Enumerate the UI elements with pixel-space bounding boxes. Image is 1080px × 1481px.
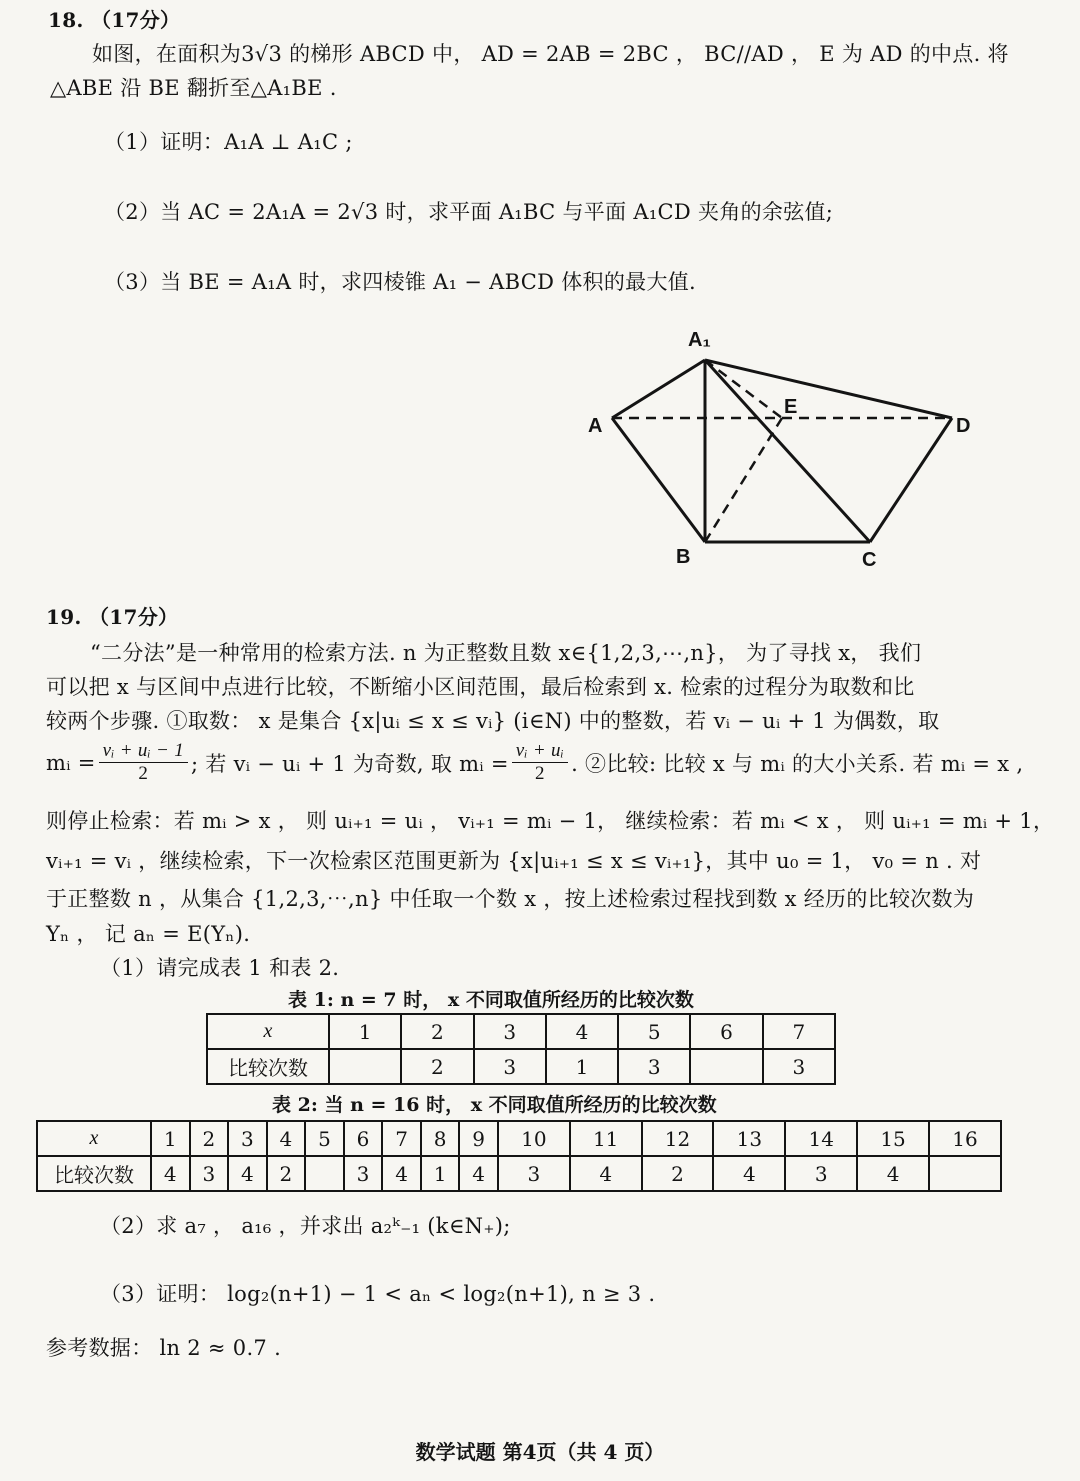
- q19-line-4-b: ; 若 vᵢ − uᵢ + 1 为奇数, 取 mᵢ =: [191, 751, 509, 776]
- fraction-even-case: [99, 740, 188, 785]
- figure-solid-edges: [612, 360, 952, 542]
- table-2-x-cell: 13: [713, 1121, 785, 1156]
- table-1-x-cell: 1: [329, 1014, 401, 1049]
- fraction-odd-numerator: vᵢ + uᵢ: [512, 740, 568, 763]
- table-2-x-cell: 2: [190, 1121, 229, 1156]
- table-2-count-cell-blank: [305, 1156, 344, 1191]
- q19-line-1: “二分法”是一种常用的检索方法. n 为正整数且数 x∈{1,2,3,⋯,n}， 为了寻找 x， 我们: [90, 641, 922, 665]
- table-1-x-cell: 3: [474, 1014, 546, 1049]
- table-2-count-cell: 4: [459, 1156, 498, 1191]
- edge-A1-A: [612, 360, 705, 418]
- page-footer: 数学试题 第4页（共 4 页）: [415, 1440, 665, 1464]
- table-2-caption: 表 2: 当 n = 16 时， x 不同取值所经历的比较次数: [272, 1094, 717, 1116]
- table-2-count-cell: 2: [642, 1156, 714, 1191]
- table-2-count-cell: 2: [267, 1156, 306, 1191]
- q18-geometry-figure: [560, 318, 1000, 580]
- table-1-count-cell: 1: [546, 1049, 618, 1084]
- label-C: C: [862, 549, 877, 571]
- table-2-x-cell: 6: [344, 1121, 383, 1156]
- q18-part-3: （3）当 BE = A₁A 时，求四棱锥 A₁ − ABCD 体积的最大值.: [104, 270, 697, 294]
- table-2-x-cell: 10: [498, 1121, 570, 1156]
- q19-line-6: vᵢ₊₁ = vᵢ ，继续检索，下一次检索区范围更新为 {x|uᵢ₊₁ ≤ x ≤ vᵢ₊₁}，其中 u₀ = 1， v₀ = n . 对: [46, 849, 982, 873]
- table-2: [36, 1120, 1002, 1192]
- table-1-header-count: 比较次数: [207, 1049, 329, 1084]
- table-2-x-cell: 15: [857, 1121, 929, 1156]
- label-E: E: [784, 396, 798, 418]
- table-2-header-x: x: [37, 1121, 151, 1156]
- table-2-count-cell: 4: [570, 1156, 642, 1191]
- label-B: B: [676, 546, 691, 568]
- fraction-odd-case: [512, 740, 568, 785]
- label-D: D: [956, 415, 971, 437]
- table-1-count-cell-blank: [329, 1049, 401, 1084]
- q19-line-4: [46, 740, 1023, 785]
- label-A: A: [588, 415, 603, 437]
- table-1-header-x: x: [207, 1014, 329, 1049]
- table-1-count-cell: 2: [401, 1049, 473, 1084]
- table-2-count-cell: 3: [498, 1156, 570, 1191]
- reference-data: 参考数据： ln 2 ≈ 0.7 .: [46, 1336, 282, 1360]
- table-1-x-cell: 4: [546, 1014, 618, 1049]
- table-2-x-cell: 1: [151, 1121, 190, 1156]
- table-2-count-cell: 3: [344, 1156, 383, 1191]
- table-1-row-count: [207, 1049, 835, 1084]
- fraction-even-denominator: 2: [138, 763, 149, 784]
- q19-line-4-c: . ②比较: 比较 x 与 mᵢ 的大小关系. 若 mᵢ = x ,: [571, 751, 1024, 776]
- table-2-x-cell: 4: [267, 1121, 306, 1156]
- fraction-odd-denominator: 2: [535, 763, 545, 784]
- table-1-x-cell: 7: [763, 1014, 835, 1049]
- q19-line-4-a: mᵢ =: [46, 750, 96, 775]
- table-2-count-cell: 3: [785, 1156, 857, 1191]
- q19-line-3: 较两个步骤. ①取数： x 是集合 {x|uᵢ ≤ x ≤ vᵢ} (i∈N) 中的整数，若 vᵢ − uᵢ + 1 为偶数，取: [46, 709, 940, 733]
- q18-intro-line-1: 如图，在面积为3√3 的梯形 ABCD 中， AD = 2AB = 2BC ， BC//AD ， E 为 AD 的中点. 将: [92, 42, 1009, 66]
- table-2-count-cell: 3: [190, 1156, 229, 1191]
- table-1-count-cell: 3: [474, 1049, 546, 1084]
- table-2-x-cell: 9: [459, 1121, 498, 1156]
- fraction-even-numerator: vᵢ + uᵢ − 1: [99, 740, 188, 763]
- q18-part-1: （1）证明：A₁A ⊥ A₁C ;: [104, 130, 353, 154]
- q19-line-8: Yₙ ， 记 aₙ = E(Yₙ).: [46, 922, 251, 946]
- table-2-x-cell: 5: [305, 1121, 344, 1156]
- table-2-x-cell: 14: [785, 1121, 857, 1156]
- edge-B-E-dashed: [705, 418, 782, 542]
- table-1-x-cell: 5: [618, 1014, 690, 1049]
- table-2-count-cell: 4: [857, 1156, 929, 1191]
- q19-line-5: 则停止检索：若 mᵢ > x ， 则 uᵢ₊₁ = uᵢ ， vᵢ₊₁ = mᵢ − 1， 继续检索：若 mᵢ < x ， 则 uᵢ₊₁ = mᵢ + 1，: [46, 809, 1055, 833]
- edge-C-D: [870, 418, 952, 542]
- table-1-x-cell: 2: [401, 1014, 473, 1049]
- table-2-count-cell: 4: [228, 1156, 267, 1191]
- q19-part-3: （3）证明： log₂(n+1) − 1 < aₙ < log₂(n+1), n ≥ 3 .: [100, 1282, 656, 1306]
- table-1-count-cell: 3: [618, 1049, 690, 1084]
- q19-line-2: 可以把 x 与区间中点进行比较，不断缩小区间范围，最后检索到 x. 检索的过程分为取数和比: [46, 675, 915, 699]
- q18-part-2: （2）当 AC = 2A₁A = 2√3 时，求平面 A₁BC 与平面 A₁CD 夹角的余弦值;: [104, 200, 834, 224]
- table-1-caption: 表 1: n = 7 时， x 不同取值所经历的比较次数: [288, 989, 694, 1011]
- q18-heading: 18. （17分）: [48, 8, 181, 32]
- q19-part-2: （2）求 a₇ ， a₁₆ ，并求出 a₂ᵏ₋₁ (k∈N₊);: [100, 1214, 511, 1238]
- table-1-row-x: [207, 1014, 835, 1049]
- q18-intro-line-2: △ABE 沿 BE 翻折至△A₁BE .: [50, 76, 337, 100]
- table-2-x-cell: 3: [228, 1121, 267, 1156]
- label-A1: A₁: [688, 329, 711, 351]
- edge-A1-C: [705, 360, 870, 542]
- table-2-x-cell: 11: [570, 1121, 642, 1156]
- table-1: [206, 1013, 836, 1085]
- table-2-row-count: [37, 1156, 1001, 1191]
- table-2-count-cell: 4: [382, 1156, 421, 1191]
- table-1-x-cell: 6: [690, 1014, 762, 1049]
- table-1-count-cell: 3: [763, 1049, 835, 1084]
- edge-A-B: [612, 418, 705, 542]
- table-2-x-cell: 16: [929, 1121, 1001, 1156]
- table-2-x-cell: 12: [642, 1121, 714, 1156]
- table-2-x-cell: 8: [421, 1121, 460, 1156]
- edge-A1-D: [705, 360, 952, 418]
- table-2-x-cell: 7: [382, 1121, 421, 1156]
- q19-part-1: （1）请完成表 1 和表 2.: [100, 956, 340, 980]
- q19-heading: 19. （17分）: [46, 605, 179, 629]
- table-2-header-count: 比较次数: [37, 1156, 151, 1191]
- table-2-row-x: [37, 1121, 1001, 1156]
- table-2-count-cell: 4: [151, 1156, 190, 1191]
- table-2-count-cell: 1: [421, 1156, 460, 1191]
- table-1-count-cell-blank: [690, 1049, 762, 1084]
- q19-line-7: 于正整数 n ，从集合 {1,2,3,⋯,n} 中任取一个数 x ，按上述检索过程找到数 x 经历的比较次数为: [46, 887, 975, 911]
- table-2-count-cell: 4: [713, 1156, 785, 1191]
- table-2-count-cell-blank: [929, 1156, 1001, 1191]
